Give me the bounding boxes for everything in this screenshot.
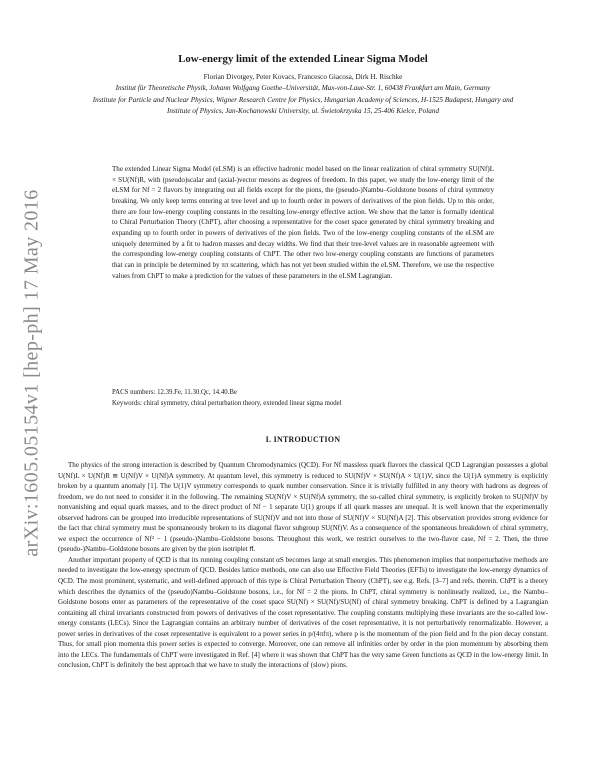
paragraph: The physics of the strong interaction is described by Quantum Chromodynamics (QCD). For Nf massless quark flavors the classical QCD Lagrangian possesses a global U(Nf)L × U(Nf)R ≅ U(Nf)V × U(Nf)A symmetry. At quantum level, this symmetry is reduced to SU(Nf)V × SU(Nf)A × U(1)V, since the U(1)A symmetry is explicitly broken by a quantum anomaly [1]. The U(1)V symmetry corresponds to quark number conservation. Since it is trivially fulfilled in any theory with hadrons as degrees of freedom, we do not need to consider it in the following. The remaining SU(Nf)V × SU(Nf)A symmetry, the so-called chiral symmetry, is explicitly broken to SU(Nf)V by nonvanishing and equal quark masses, and to the direct product of Nf − 1 separate U(1) groups if all quark masses are unequal. It is well known that the experimentally observed hadrons can be grouped into irreducible representations of SU(Nf)V and not into those of SU(Nf)V × SU(Nf)A [2]. This observation provides strong evidence for the fact that chiral symmetry must be spontaneously broken to its diagonal flavor subgroup SU(Nf)V. As a consequence of the spontaneous breakdown of chiral symmetry, we expect the occurrence of Nf² − 1 (pseudo-)Nambu–Goldstone bosons. Throughout this work, we restrict ourselves to the two-flavor case, Nf = 2. Then, the three (pseudo-)Nambu–Goldstone bosons are given by the pion isotriplet π⃗. [58,461,548,554]
author-list: Florian Divotgey, Peter Kovacs, Francesco Giacosa, Dirk H. Rischke [203,73,403,81]
introduction-body [58,460,548,671]
affiliation-3: Institute of Physics, Jan-Kochanowski University, ul. Świetokrzyska 15, 25-406 Kielce, Poland [166,106,440,115]
section-heading-introduction: I. INTRODUCTION [265,435,341,444]
arxiv-margin-stamp [16,178,48,568]
keywords: Keywords: chiral symmetry, chiral perturbation theory, extended linear sigma model [112,399,342,407]
affiliation-2: Institute for Particle and Nuclear Physics, Wigner Research Centre for Physics, Hungarian Academy of Sciences, H-1525 Budapest, Hungary and [92,95,514,104]
author-block [58,72,548,117]
affiliation-1: Institut für Theoretische Physik, Johann Wolfgang Goethe–Universität, Max-von-Laue-Str. 1, 60438 Frankfurt am Main, Germany [115,84,491,93]
paper-title: Low-energy limit of the extended Linear Sigma Model [178,53,428,65]
paragraph: Another important property of QCD is that its running coupling constant αS becomes large at small energies. This phenomenon implies that nonperturbative methods are needed to investigate the low-energy spectrum of QCD. Besides lattice methods, one can also use Effective Field Theories (EFTs) to investigate the low-energy dynamics of QCD. The most prominent, systematic, and well-defined approach of this type is Chiral Perturbation Theory (ChPT), see e.g. Refs. [3–7] and refs. therein. ChPT is a theory which describes the dynamics of the (pseudo)Nambu–Goldstone bosons, i.e., for Nf = 2 the pions. In ChPT, chiral symmetry is nonlinearly realized, i.e., the Nambu–Goldstone bosons enter as parameters of the representative of the coset space SU(Nf) × SU(Nf)/SU(Nf) of chiral symmetry breaking. ChPT is defined by a Lagrangian containing all chiral invariants constructed from powers of derivatives of the coset representative. The coupling constants multiplying these invariants are the so-called low-energy constants (LECs). Since the Lagrangian contains an arbitrary number of derivatives of the coset representative, it is not perturbatively renormalizable. However, a power series in derivatives of the coset representative is equivalent to a power series in p/(4πfπ), where p is the momentum of the pion field and fπ the pion decay constant. Thus, for small pion momenta this power series is expected to converge. Moreover, one can remove all infinities order by order in the pion momentum by absorbing them into the LECs. The fundamentals of ChPT were investigated in Ref. [4] where it was shown that ChPT has the very same Green functions as QCD in the low-energy limit. In conclusion, ChPT is definitely the best approach that we have to study the interactions of (slow) pions. [58,555,548,670]
paper-metadata [112,388,494,409]
pacs-numbers: PACS numbers: 12.39.Fe, 11.30.Qc, 14.40.Be [112,389,237,396]
abstract: The extended Linear Sigma Model (eLSM) is an effective hadronic model based on the linear realization of chiral symmetry SU(Nf)L × SU(Nf)R, with (pseudo)scalar and (axial-)vector mesons as degrees of freedom. In this paper, we study the low-energy limit of the eLSM for Nf = 2 flavors by integrating out all fields except for the pions, the (pseudo-)Nambu–Goldstone bosons of chiral symmetry breaking. We only keep terms entering at tree level and up to fourth order in powers of derivatives of the pion fields. Up to this order, there are four low-energy coupling constants in the resulting low-energy effective action. We show that the latter is formally identical to Chiral Perturbation Theory (ChPT), after choosing a representative for the coset space generated by chiral symmetry breaking and expanding up to fourth order in powers of derivatives of the pion fields. Two of the low-energy coupling constants of the eLSM are uniquely determined by a fit to hadron masses and decay widths. We find that their tree-level values are in reasonable agreement with the corresponding low-energy coupling constants of ChPT. The other two low-energy coupling constants are functions of parameters that can in principle be determined by ππ scattering, which has not yet been studied within the eLSM. Therefore, we use the respective values from ChPT to make a prediction for the values of these parameters in the eLSM Lagrangian. [112,165,494,280]
arxiv-identifier: arXiv:1605.05154v1 [hep-ph] 17 May 2016 [20,189,43,557]
